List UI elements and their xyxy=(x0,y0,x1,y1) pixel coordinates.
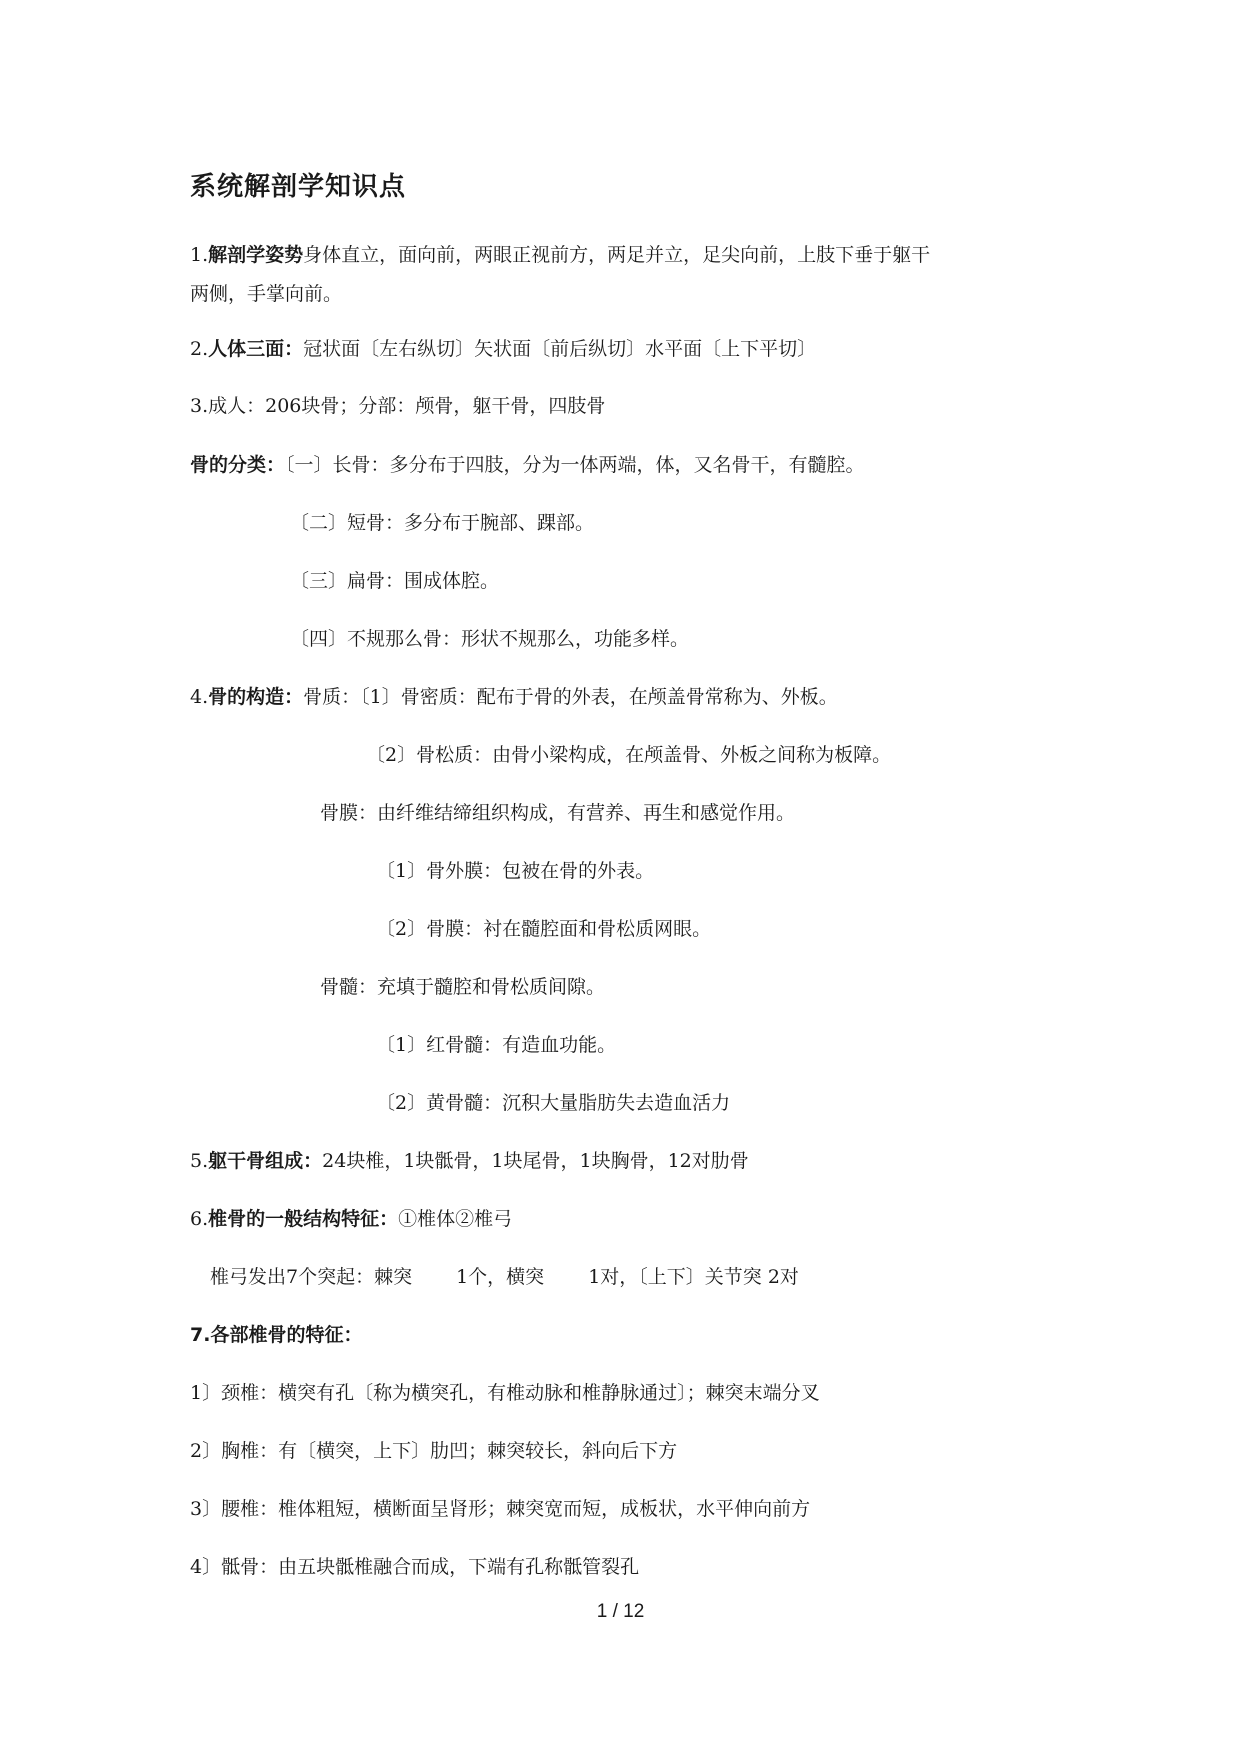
item-text: 〔一〕长骨：多分布于四肢，分为一体两端，体，又名骨干，有髓腔。 xyxy=(285,454,865,476)
item-number: 6. xyxy=(190,1208,209,1230)
item-number: 2. xyxy=(190,338,209,360)
item-heading: 骨的分类： xyxy=(190,454,286,476)
item-2 xyxy=(190,337,816,361)
item-1-line-1 xyxy=(190,243,930,267)
item-1-line-2: 两侧，手掌向前。 xyxy=(190,283,343,305)
item-number: 1. xyxy=(190,244,209,266)
item-7-line-3: 3〕腰椎：椎体粗短，横断面呈肾形；棘突宽而短，成板状，水平伸向前方 xyxy=(190,1498,811,1520)
item-number: 5. xyxy=(190,1150,209,1172)
bone-class-line-1 xyxy=(190,453,865,477)
item-6-line-2 xyxy=(210,1265,799,1289)
bone-class-line-4: 〔四〕不规那么骨：形状不规那么，功能多样。 xyxy=(290,628,690,650)
item-heading: 躯干骨组成： xyxy=(208,1150,323,1172)
item-number: 4. xyxy=(190,686,209,708)
item-heading: 骨的构造： xyxy=(208,686,304,708)
item-heading: 椎骨的一般结构特征： xyxy=(208,1208,399,1230)
item-7-line-4: 4〕骶骨：由五块骶椎融合而成，下端有孔称骶管裂孔 xyxy=(190,1556,640,1578)
item-text: 冠状面〔左右纵切〕矢状面〔前后纵切〕水平面〔上下平切〕 xyxy=(303,338,817,360)
item-4-line-4: 〔1〕骨外膜：包被在骨的外表。 xyxy=(376,860,655,882)
item-heading: 解剖学姿势 xyxy=(208,244,304,266)
bone-class-line-3: 〔三〕扁骨：围成体腔。 xyxy=(290,570,500,592)
item-text: 1个，横突 xyxy=(456,1266,545,1288)
item-text: ①椎体②椎弓 xyxy=(398,1208,513,1230)
item-4-line-1 xyxy=(190,685,838,709)
bone-class-line-2: 〔二〕短骨：多分布于腕部、踝部。 xyxy=(290,512,595,534)
item-5 xyxy=(190,1149,749,1173)
item-heading: 人体三面： xyxy=(208,338,304,360)
item-text: 骨质：〔1〕骨密质：配布于骨的外表，在颅盖骨常称为、外板。 xyxy=(303,686,838,708)
item-4-line-5: 〔2〕骨膜：衬在髓腔面和骨松质网眼。 xyxy=(376,918,712,940)
item-4-line-2: 〔2〕骨松质：由骨小梁构成，在颅盖骨、外板之间称为板障。 xyxy=(366,744,892,766)
item-text: 身体直立，面向前，两眼正视前方，两足并立，足尖向前，上肢下垂于躯干 xyxy=(303,244,931,266)
item-7-heading: 7.各部椎骨的特征： xyxy=(190,1324,363,1346)
item-4-line-7: 〔1〕红骨髓：有造血功能。 xyxy=(376,1034,617,1056)
item-4-line-3: 骨膜：由纤维结缔组织构成，有营养、再生和感觉作用。 xyxy=(320,802,796,824)
page-number: 1 / 12 xyxy=(596,1601,645,1622)
item-6-line-1 xyxy=(190,1207,512,1231)
item-text: 椎弓发出7个突起：棘突 xyxy=(210,1266,413,1288)
item-7-line-2: 2〕胸椎：有〔横突，上下〕肋凹；棘突较长，斜向后下方 xyxy=(190,1440,678,1462)
item-4-line-8: 〔2〕黄骨髓：沉积大量脂肪失去造血活力 xyxy=(376,1092,731,1114)
item-7-line-1: 1〕颈椎：横突有孔〔称为横突孔，有椎动脉和椎静脉通过〕；棘突末端分叉 xyxy=(190,1382,820,1404)
item-3: 3.成人：206块骨；分部：颅骨，躯干骨，四肢骨 xyxy=(190,395,606,417)
item-text: 24块椎，1块骶骨，1块尾骨，1块胸骨，12对肋骨 xyxy=(322,1150,749,1172)
item-text: 1对，〔上下〕关节突 2对 xyxy=(588,1266,799,1288)
item-4-line-6: 骨髓：充填于髓腔和骨松质间隙。 xyxy=(320,976,606,998)
page-title: 系统解剖学知识点 xyxy=(190,172,407,202)
